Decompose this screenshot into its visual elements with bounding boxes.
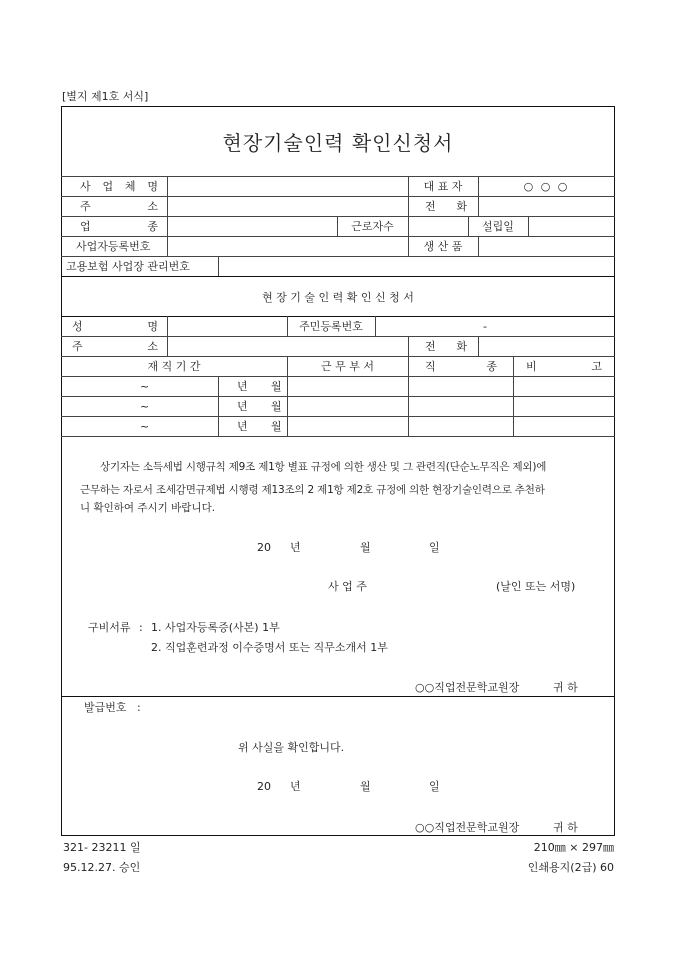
issue-number-colon: :	[137, 701, 141, 714]
period-header: 재 직 기 간	[147, 360, 201, 373]
year-unit: 년	[237, 420, 248, 433]
footer-approval-date: 95.12.27. 승인	[63, 861, 141, 874]
month-unit: 월	[271, 400, 282, 413]
signature-field[interactable]: (날인 또는 서명)	[496, 580, 576, 593]
form-title: 현장기술인력 확인신청서	[222, 131, 454, 155]
month-unit: 월	[271, 420, 282, 433]
date-year-unit: 년	[290, 541, 301, 554]
company-name-label: 사 업 체 명	[80, 180, 158, 193]
product-field[interactable]	[479, 237, 614, 256]
date-day-unit: 일	[429, 780, 440, 793]
employer-label: 사 업 주	[328, 580, 367, 593]
dept-header: 근 무 부 서	[321, 360, 374, 373]
industry-label: 업 종	[80, 220, 158, 233]
person-address-label: 주 소	[72, 340, 158, 353]
recipient-honorific: 귀 하	[553, 821, 578, 834]
company-phone-label: 전 화	[425, 200, 467, 213]
issue-number-label: 발급번호	[84, 701, 127, 714]
document-item-2: 2. 직업훈련과정 이수증명서 또는 직무소개서 1부	[151, 641, 388, 654]
founded-label: 설립일	[482, 220, 514, 233]
history-row[interactable]	[61, 376, 615, 396]
resident-no-label: 주민등록번호	[299, 320, 363, 333]
date-year: 20	[257, 541, 271, 554]
company-address-label: 주 소	[80, 200, 158, 213]
year-unit: 년	[237, 380, 248, 393]
date-month-unit: 월	[360, 541, 371, 554]
person-name-label: 성 명	[72, 320, 158, 333]
body-text-line-1: 상기자는 소득세법 시행규칙 제9조 제1항 별표 규정에 의한 생산 및 그 관련직(단순노무직은 제외)에	[100, 461, 547, 473]
tilde: ~	[140, 400, 150, 413]
footer-form-code: 321- 23211 일	[63, 841, 141, 854]
note-header: 비 고	[526, 360, 602, 373]
tilde: ~	[140, 380, 150, 393]
issue-number-field[interactable]	[150, 699, 350, 715]
footer-paper-grade: 인쇄용지(2급) 60	[527, 861, 614, 874]
body-text-line-3: 니 확인하여 주시기 바랍니다.	[80, 502, 216, 514]
company-phone-field[interactable]	[479, 197, 614, 216]
person-address-field[interactable]	[168, 337, 408, 356]
date-year: 20	[257, 780, 271, 793]
recipient-school: ○○직업전문학교원장	[415, 821, 520, 834]
founded-field[interactable]	[529, 217, 614, 236]
insurance-no-field[interactable]	[219, 257, 614, 276]
industry-field[interactable]	[168, 217, 337, 236]
person-phone-field[interactable]	[479, 337, 614, 356]
year-unit: 년	[237, 400, 248, 413]
representative-label: 대 표 자	[423, 180, 463, 193]
person-name-field[interactable]	[168, 317, 287, 336]
workers-field[interactable]	[409, 217, 468, 236]
body-text-line-2: 근무하는 자로서 조세감면규제법 시행령 제13조의 2 제1항 제2호 규정에 의한 현장기술인력으로 추천하	[80, 484, 545, 496]
person-phone-label: 전 화	[425, 340, 467, 353]
footer-paper-size: 210㎜ × 297㎜	[533, 841, 614, 854]
company-name-field[interactable]	[168, 177, 408, 196]
confirm-text: 위 사실을 확인합니다.	[238, 741, 345, 754]
documents-label: 구비서류	[88, 621, 131, 634]
date-day-unit: 일	[429, 541, 440, 554]
representative-value[interactable]: ○ ○ ○	[523, 180, 570, 193]
date-month-unit: 월	[360, 780, 371, 793]
recipient-honorific: 귀 하	[553, 681, 578, 694]
month-unit: 월	[271, 380, 282, 393]
resident-no-field[interactable]	[376, 317, 614, 336]
product-label: 생 산 품	[423, 240, 463, 253]
company-address-field[interactable]	[168, 197, 408, 216]
workers-label: 근로자수	[351, 220, 394, 233]
insurance-no-label: 고용보험 사업장 관리번호	[66, 260, 190, 273]
recipient-school: ○○직업전문학교원장	[415, 681, 520, 694]
business-regno-field[interactable]	[168, 237, 408, 256]
form-number-tag: [별지 제1호 서식]	[62, 90, 149, 103]
history-row[interactable]	[61, 396, 615, 416]
history-row[interactable]	[61, 416, 615, 436]
documents-colon: :	[139, 621, 143, 634]
tilde: ~	[140, 420, 150, 433]
document-item-1: 1. 사업자등록증(사본) 1부	[151, 621, 280, 634]
job-header: 직 종	[425, 360, 497, 373]
date-year-unit: 년	[290, 780, 301, 793]
sub-title: 현 장 기 술 인 력 확 인 신 청 서	[262, 291, 414, 304]
resident-no-dash: -	[483, 320, 487, 333]
business-regno-label: 사업자등록번호	[76, 240, 151, 253]
